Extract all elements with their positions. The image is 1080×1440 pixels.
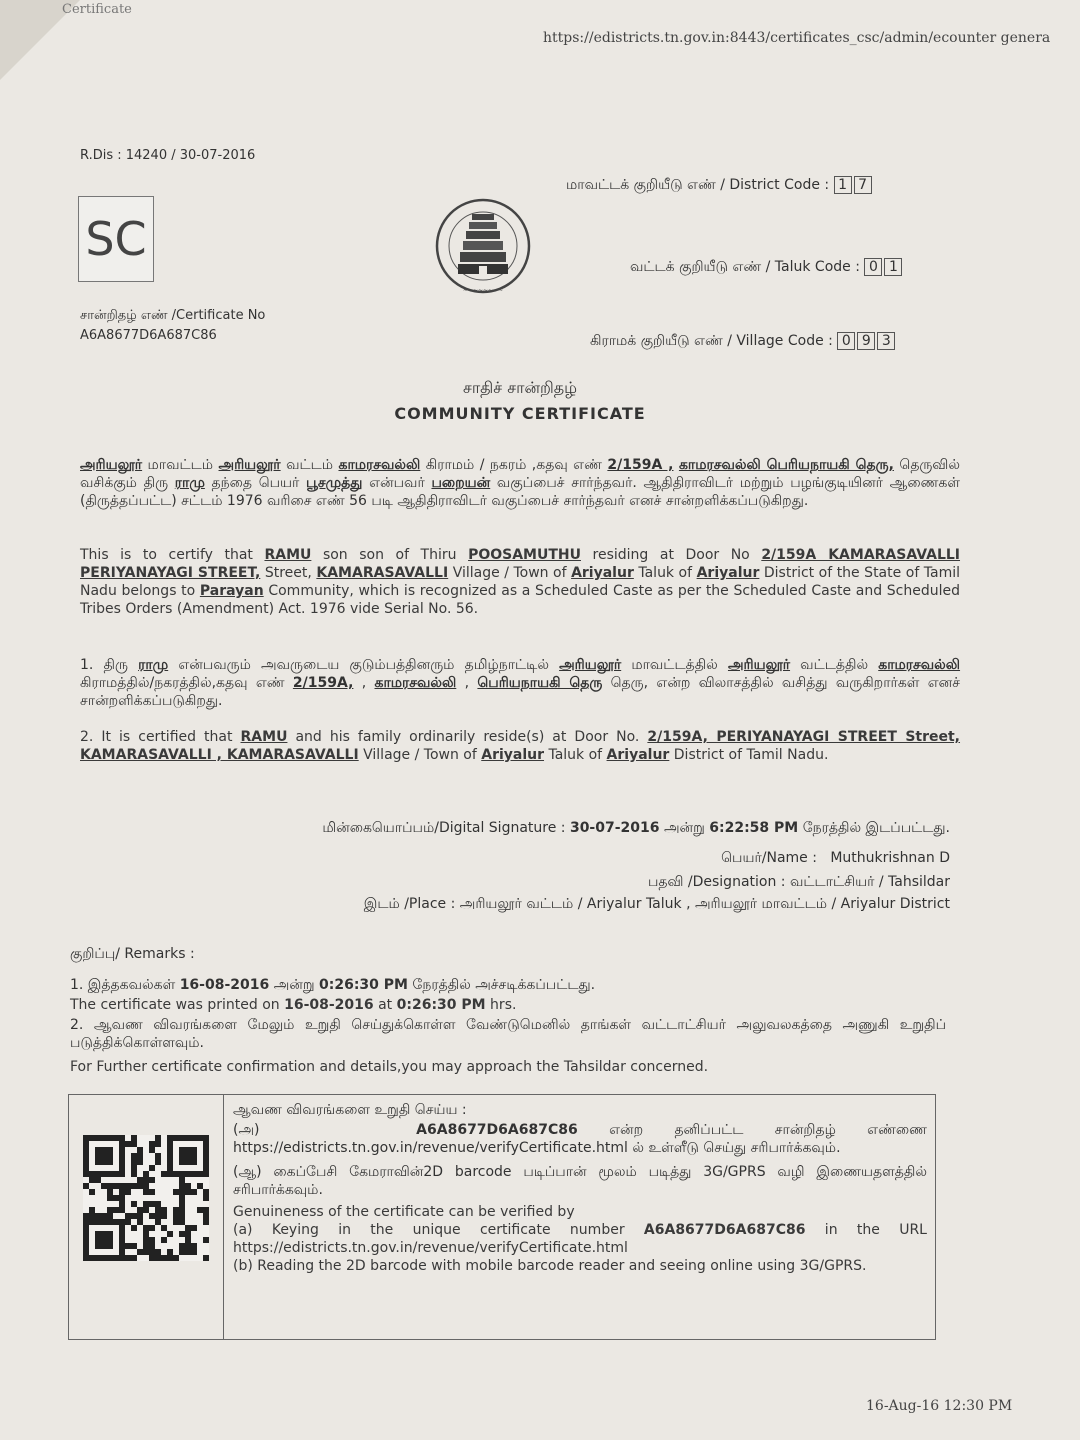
verify-a bbox=[233, 1121, 927, 1157]
sc-badge: SC bbox=[78, 196, 154, 282]
title-tamil: சாதிச் சான்றிதழ் bbox=[462, 378, 578, 397]
taluk-code-digit: 1 bbox=[884, 258, 902, 276]
village-name-ta: காமரசவல்லி bbox=[374, 675, 457, 691]
text-run: This is to certify that bbox=[80, 547, 265, 563]
father-name-en: POOSAMUTHU bbox=[468, 547, 581, 563]
text-run: hrs. bbox=[485, 997, 517, 1013]
community-en: Parayan bbox=[199, 583, 264, 599]
qr-cell bbox=[69, 1095, 224, 1339]
text-run: வகுப்பைச் சார்ந்தவர். ஆதிதிராவிடர் மற்றும் பழங்குடியினர் ஆணைகள் (திருத்தப்பட்ட) சட்டம் 1976 வரிசை எண் 56 படி ஆதிதிராவிடர் வகுப்பைச் சார்ந்தவர் எனச் சான்றளிக்கப்படுகிறது. bbox=[80, 475, 961, 509]
print-time: 0:26:30 PM bbox=[319, 977, 408, 993]
text-run: Village / Town of bbox=[358, 747, 482, 763]
village-name-ta: காமரசவல்லி bbox=[338, 457, 421, 473]
cert-no: A6A8677D6A687C86 bbox=[80, 328, 217, 343]
person-name-en: RAMU bbox=[264, 547, 312, 563]
para2-tamil bbox=[80, 656, 960, 710]
district-name-ta: அரியலூர் bbox=[559, 657, 622, 673]
village-code-digit: 3 bbox=[877, 332, 895, 350]
para1-english bbox=[80, 546, 960, 618]
text-run: residing at Door No bbox=[580, 547, 762, 563]
para1-tamil bbox=[80, 456, 960, 510]
cert-no-label: சான்றிதழ் எண் /Certificate No bbox=[80, 308, 266, 323]
door-no-ta: 2/159A , bbox=[607, 457, 674, 473]
title-english: COMMUNITY CERTIFICATE bbox=[394, 404, 646, 423]
person-name-ta: ராமு bbox=[174, 475, 205, 491]
text-run: வட்டத்தில் bbox=[790, 657, 879, 673]
remark-2-english: For Further certificate confirmation and details,you may approach the Tahsildar concerned. bbox=[70, 1059, 709, 1075]
text-run: Street, bbox=[260, 565, 317, 581]
father-name-ta: பூசமுத்து bbox=[306, 475, 363, 491]
signature-date: 30-07-2016 bbox=[569, 820, 660, 836]
designation-line bbox=[648, 874, 950, 892]
taluk-code-label: வட்டக் குறியீடு எண் / Taluk Code : bbox=[630, 259, 860, 275]
street-ta: காமரசவல்லி பெரியநாயகி தெரு, bbox=[678, 457, 894, 473]
address-en: 2/159A KAMARASAVALLI PERIYANAYAGI STREET, bbox=[80, 547, 961, 581]
tn-emblem bbox=[432, 196, 534, 304]
verify-en-a bbox=[233, 1221, 927, 1257]
door-no-ta: 2/159A, bbox=[292, 675, 354, 691]
verify-cert-code: A6A8677D6A687C86 bbox=[416, 1122, 578, 1138]
text-run: Village / Town of bbox=[448, 565, 572, 581]
text-run: The certificate was printed on bbox=[70, 997, 285, 1013]
verify-cert-code: A6A8677D6A687C86 bbox=[643, 1222, 806, 1238]
print-date: 16-08-2016 bbox=[284, 997, 374, 1013]
text-run: Taluk of bbox=[544, 747, 607, 763]
place-line bbox=[364, 896, 950, 914]
person-name-ta: ராமு bbox=[138, 657, 169, 673]
text-run: Community, which is recognized as a Scheduled Caste as per the Scheduled Caste and Scheduled Tribes Orders (Amendment) Act. 1976 vide Serial No. 56. bbox=[80, 583, 960, 617]
district-code-label: மாவட்டக் குறியீடு எண் / District Code : bbox=[566, 177, 830, 193]
text-run: தந்தை பெயர் bbox=[204, 475, 307, 491]
text-run: at bbox=[373, 997, 397, 1013]
text-run: ல் உள்ளீடு செய்து சரிபார்க்கவும். bbox=[627, 1140, 841, 1156]
district-name-en: Ariyalur bbox=[696, 565, 760, 581]
text-run: son son of Thiru bbox=[311, 547, 469, 563]
taluk-code-row bbox=[630, 258, 904, 277]
text-run: என்பவரும் அவருடைய குடும்பத்தினரும் தமிழ்நாட்டில் bbox=[168, 657, 560, 673]
verify-title: ஆவண விவரங்களை உறுதி செய்ய : bbox=[233, 1102, 467, 1118]
text-run: மாவட்டத்தில் bbox=[621, 657, 728, 673]
qr-code-icon bbox=[83, 1135, 209, 1261]
text-run: அன்று bbox=[659, 820, 710, 836]
text-run: 1. திரு bbox=[80, 657, 139, 673]
community-ta: பறையன் bbox=[431, 475, 491, 491]
text-run: (a) Keying in the unique certificate number bbox=[233, 1222, 644, 1238]
place-label: இடம் /Place : bbox=[363, 896, 456, 912]
village-name-en: KAMARASAVALLI bbox=[316, 565, 449, 581]
digital-signature-line bbox=[322, 820, 950, 838]
district-name-en: Ariyalur bbox=[606, 747, 670, 763]
taluk-name-ta: அரியலூர் bbox=[727, 657, 791, 673]
text-run: , bbox=[456, 675, 478, 691]
address-en: 2/159A, PERIYANAYAGI STREET Street, KAMARASAVALLI , KAMARASAVALLI bbox=[80, 729, 961, 763]
corner-label: Certificate bbox=[62, 2, 132, 17]
text-run: in the URL https://edistricts.tn.gov.in/revenue/verifyCertificate.html bbox=[233, 1222, 927, 1256]
signatory-name: Muthukrishnan D bbox=[830, 850, 950, 866]
village-name-ta: காமரசவல்லி bbox=[878, 657, 961, 673]
text-run: தெரு, என்ற விலாசத்தில் வசித்து வருகிறார்கள் எனச் சான்றளிக்கப்படுகிறது. bbox=[80, 675, 961, 709]
text-run: நேரத்தில் அச்சடிக்கப்பட்டது. bbox=[407, 977, 596, 993]
text-run: என்பவர் bbox=[362, 475, 432, 491]
text-run: District of Tamil Nadu. bbox=[669, 747, 829, 763]
village-code-row bbox=[590, 332, 897, 351]
print-time: 0:26:30 PM bbox=[396, 997, 486, 1013]
qr-module bbox=[203, 1255, 209, 1261]
text-run: வட்டம் bbox=[280, 457, 339, 473]
designation-label: பதவி /Designation : bbox=[647, 874, 786, 890]
district-name-ta: அரியலூர் bbox=[80, 457, 143, 473]
remark-1-tamil bbox=[70, 976, 950, 994]
taluk-code-boxes bbox=[864, 259, 904, 275]
verify-en-title: Genuineness of the certificate can be verified by bbox=[233, 1204, 575, 1220]
text-run: 1. இத்தகவல்கள் bbox=[70, 977, 180, 993]
name-label: பெயர்/Name : bbox=[721, 850, 817, 866]
text-run: கிராமம் / நகரம் ,கதவு எண் bbox=[420, 457, 608, 473]
taluk-name-en: Ariyalur bbox=[481, 747, 545, 763]
remarks-label: குறிப்பு/ Remarks : bbox=[70, 946, 195, 962]
r-dis: R.Dis : 14240 / 30-07-2016 bbox=[80, 148, 256, 163]
text-run: , bbox=[353, 675, 375, 691]
text-run: 2. It is certified that bbox=[80, 729, 241, 745]
district-code-boxes bbox=[834, 177, 874, 193]
verification-text bbox=[233, 1101, 927, 1275]
village-code-boxes bbox=[837, 333, 897, 349]
text-run: District of the State of Tamil Nadu belongs to bbox=[80, 565, 960, 599]
print-url: https://edistricts.tn.gov.in:8443/certificates_csc/admin/ecounter genera bbox=[543, 30, 1051, 46]
text-run: மாவட்டம் bbox=[142, 457, 219, 473]
signature-label: மின்கையொப்பம்/Digital Signature : bbox=[322, 820, 570, 836]
street-ta: பெரியநாயகி தெரு bbox=[477, 675, 603, 691]
district-code-digit: 7 bbox=[854, 176, 872, 194]
print-date: 16-08-2016 bbox=[179, 977, 270, 993]
text-run: தெருவில் வசிக்கும் திரு bbox=[80, 457, 960, 491]
remark-1-english bbox=[70, 996, 950, 1014]
signatory-name-line bbox=[721, 850, 950, 868]
district-code-row bbox=[566, 176, 874, 195]
designation: வட்டாட்சியர் / Tahsildar bbox=[789, 874, 950, 890]
text-run: (அ) bbox=[233, 1122, 260, 1138]
district-code-digit: 1 bbox=[834, 176, 852, 194]
place: அரியலூர் வட்டம் / Ariyalur Taluk , அரியலூர் மாவட்டம் / Ariyalur District bbox=[459, 896, 950, 912]
village-code-label: கிராமக் குறியீடு எண் / Village Code : bbox=[590, 333, 833, 349]
svg-text:~~~~~~~~: ~~~~~~~~ bbox=[462, 287, 504, 294]
signature-time: 6:22:58 PM bbox=[709, 820, 799, 836]
text-run: and his family ordinarily reside(s) at Door No. bbox=[287, 729, 648, 745]
village-code-digit: 9 bbox=[857, 332, 875, 350]
text-run: என்ற தனிப்பட்ட சான்றிதழ் எண்ணை bbox=[577, 1122, 927, 1138]
text-run: கிராமத்தில்/நகரத்தில்,கதவு எண் bbox=[80, 675, 293, 691]
village-code-digit: 0 bbox=[837, 332, 855, 350]
taluk-name-en: Ariyalur bbox=[571, 565, 634, 581]
para2-english bbox=[80, 728, 960, 764]
verify-url: https://edistricts.tn.gov.in/revenue/verifyCertificate.html bbox=[233, 1140, 628, 1156]
verify-b: (ஆ) கைப்பேசி கேமராவின்2D barcode படிப்பான் மூலம் படித்து 3G/GPRS வழி இணையதளத்தில் சரிபார்க்கவும். bbox=[233, 1164, 927, 1198]
verification-box bbox=[68, 1094, 936, 1340]
remark-2-tamil: 2. ஆவண விவரங்களை மேலும் உறுதி செய்துக்கொள்ள வேண்டுமெனில் தாங்கள் வட்டாட்சியர் அலுவலகத்தை அணுகி உறுதிப் படுத்திக்கொள்ளவும். bbox=[70, 1017, 946, 1051]
taluk-code-digit: 0 bbox=[864, 258, 882, 276]
verify-en-b: (b) Reading the 2D barcode with mobile barcode reader and seeing online using 3G/GPRS. bbox=[233, 1258, 867, 1274]
printed-timestamp: 16-Aug-16 12:30 PM bbox=[866, 1398, 1013, 1414]
person-name-en: RAMU bbox=[240, 729, 288, 745]
text-run: அன்று bbox=[269, 977, 319, 993]
taluk-name-ta: அரியலூர் bbox=[218, 457, 281, 473]
text-run: நேரத்தில் இடப்பட்டது. bbox=[798, 820, 950, 836]
text-run: Taluk of bbox=[633, 565, 697, 581]
